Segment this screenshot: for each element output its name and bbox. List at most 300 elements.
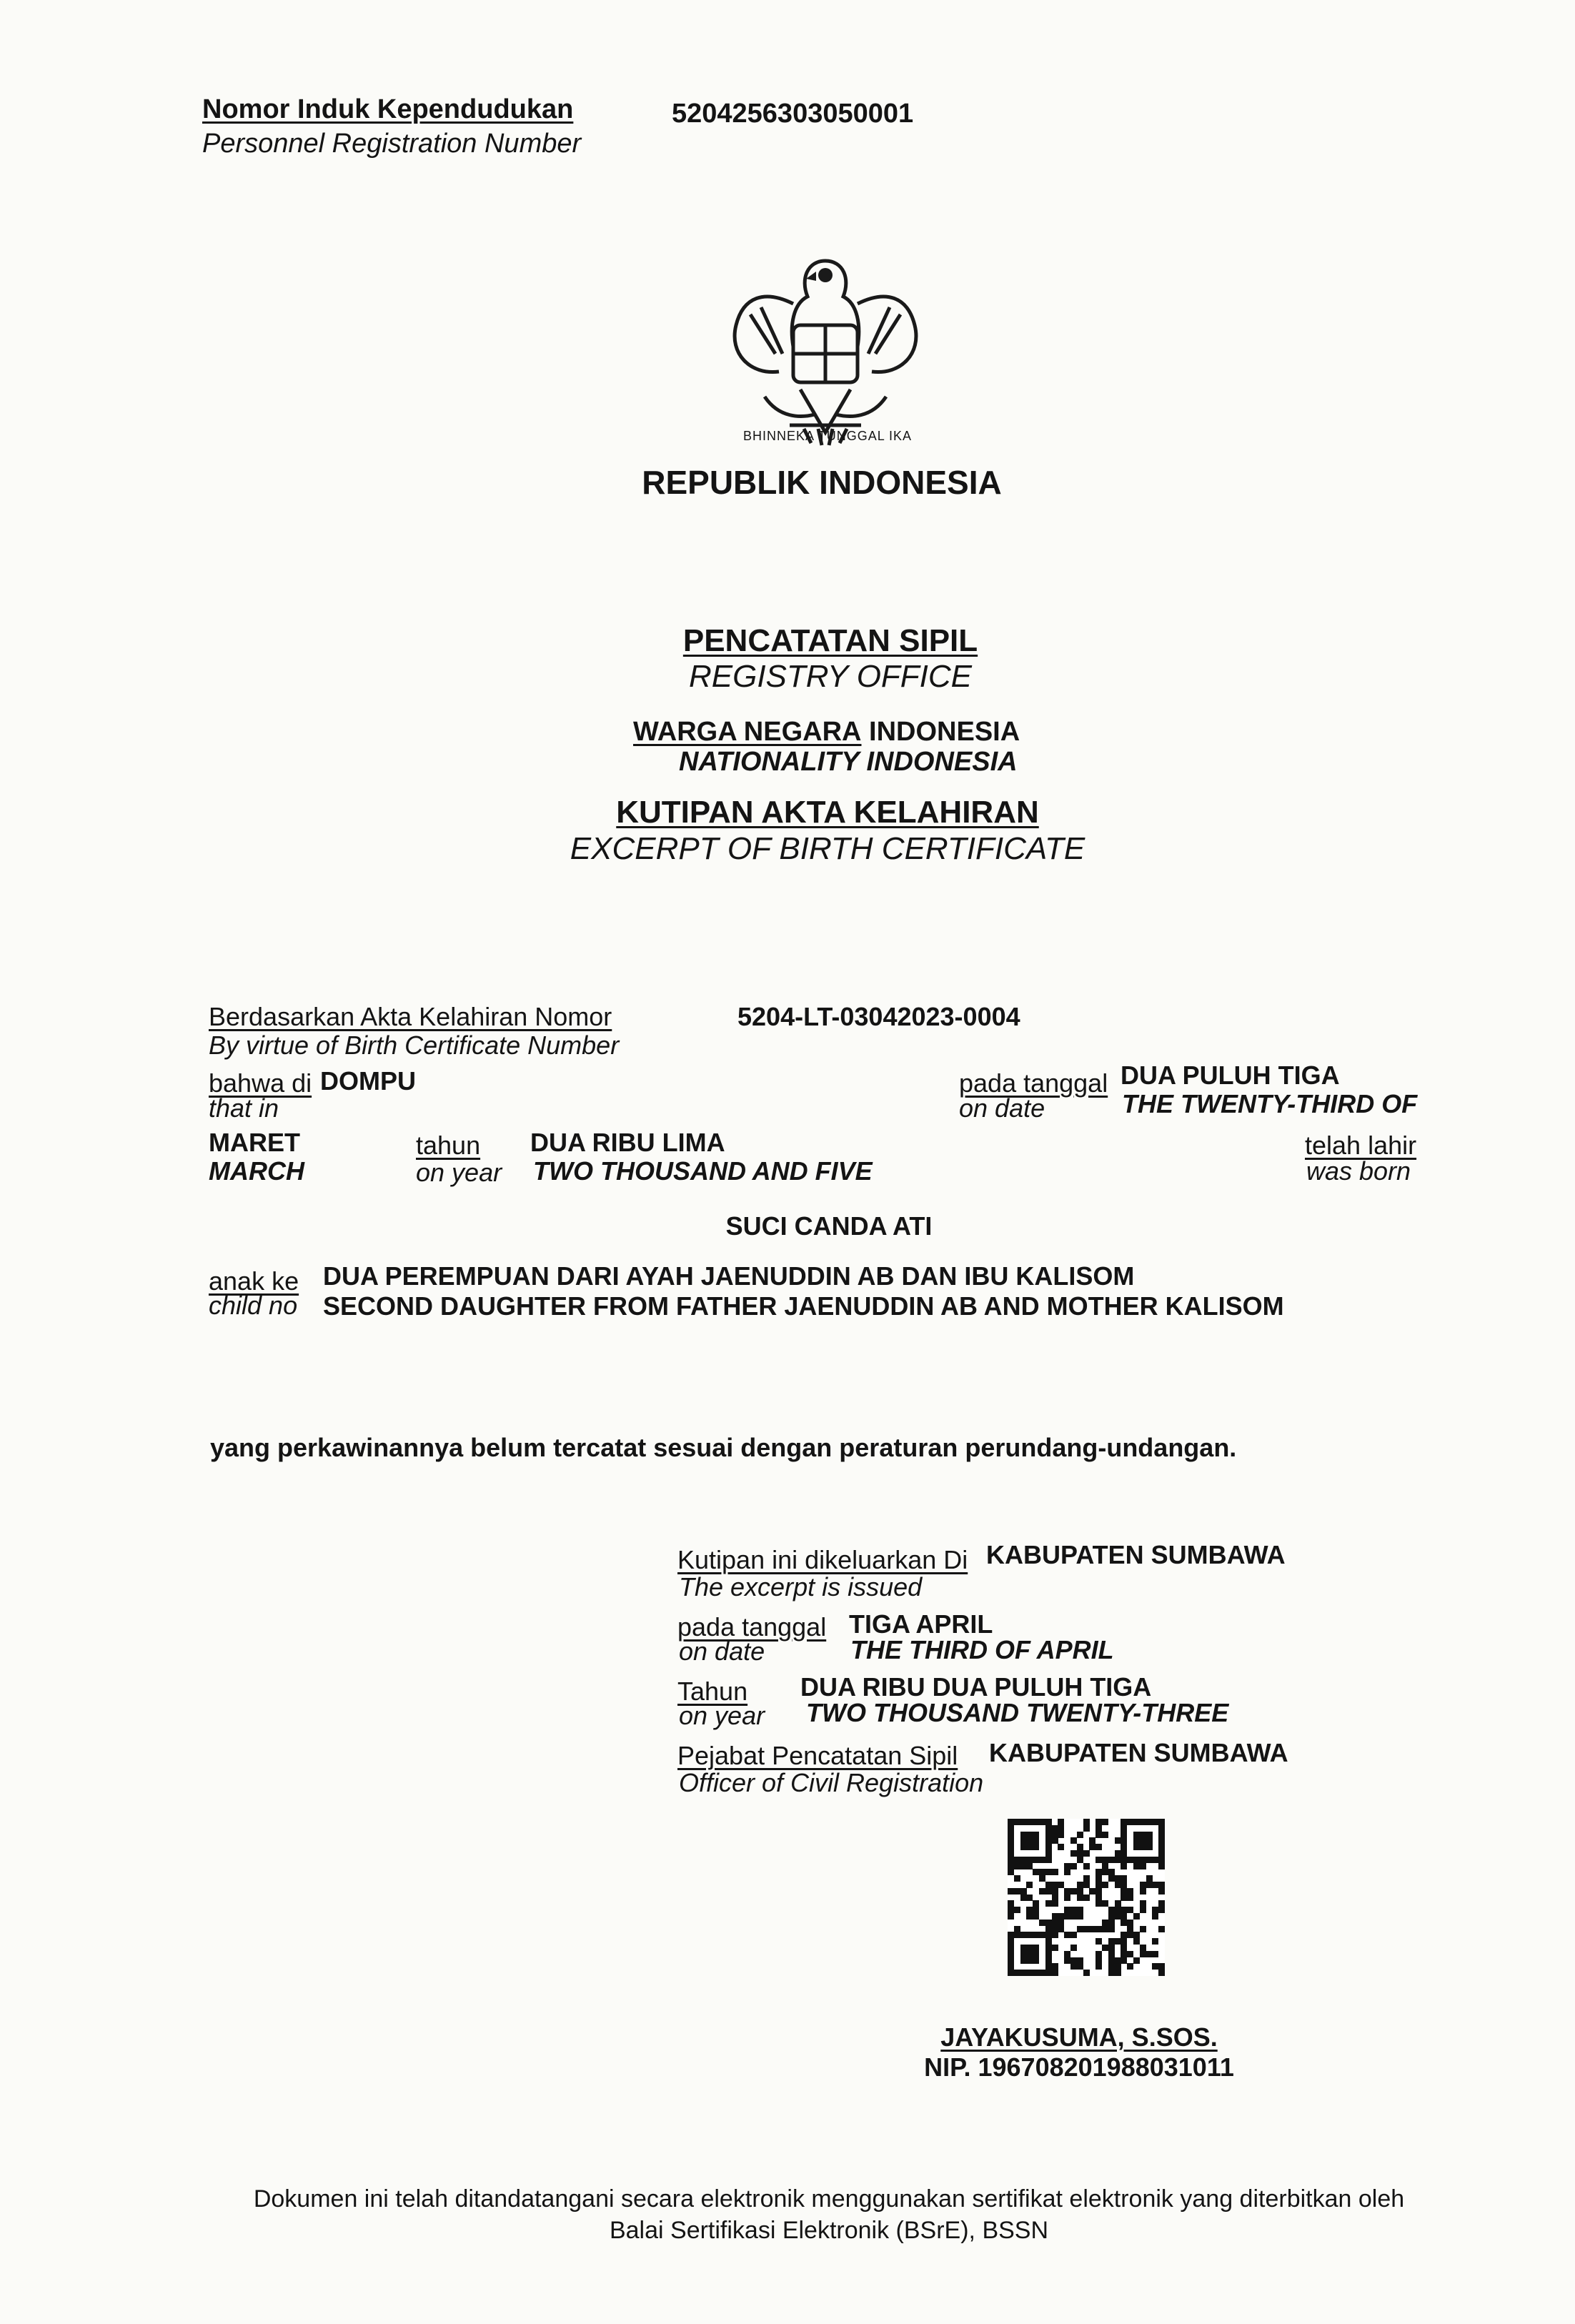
qr-module: [1140, 1900, 1146, 1907]
qr-module: [1089, 1837, 1095, 1844]
qr-module: [1133, 1863, 1140, 1869]
qr-module: [1158, 1882, 1165, 1888]
qr-module: [1039, 1888, 1045, 1895]
birth-place: DOMPU: [320, 1066, 416, 1096]
issued-place: KABUPATEN SUMBAWA: [986, 1540, 1286, 1569]
qr-module: [1083, 1895, 1090, 1901]
qr-module: [1008, 1945, 1014, 1951]
qr-module: [1083, 1882, 1090, 1888]
qr-module: [1077, 1844, 1083, 1850]
issue-year-label: Tahun: [677, 1677, 748, 1706]
qr-module: [1121, 1920, 1127, 1926]
qr-module: [1115, 1850, 1121, 1857]
qr-module: [1127, 1932, 1133, 1938]
qr-module: [1089, 1926, 1095, 1932]
qr-module: [1045, 1970, 1052, 1976]
qr-module: [1008, 1832, 1014, 1838]
qr-module: [1026, 1907, 1033, 1913]
qr-module: [1045, 1857, 1052, 1863]
qr-module: [1026, 1913, 1033, 1920]
qr-module: [1064, 1951, 1070, 1957]
qr-module: [1089, 1888, 1095, 1895]
qr-module: [1133, 1938, 1140, 1945]
qr-module: [1058, 1832, 1064, 1838]
qr-module: [1026, 1895, 1033, 1901]
qr-module: [1152, 1951, 1158, 1957]
qr-module: [1064, 1888, 1070, 1895]
qr-module: [1026, 1957, 1033, 1964]
qr-module: [1095, 1875, 1102, 1882]
qr-module: [1077, 1857, 1083, 1863]
qr-module: [1115, 1963, 1121, 1970]
qr-module: [1033, 1907, 1039, 1913]
qr-module: [1095, 1857, 1102, 1863]
qr-module: [1108, 1970, 1115, 1976]
qr-module: [1077, 1882, 1083, 1888]
qr-module: [1140, 1951, 1146, 1957]
qr-module: [1140, 1857, 1146, 1863]
qr-module: [1108, 1913, 1115, 1920]
qr-module: [1158, 1963, 1165, 1970]
qr-module: [1140, 1926, 1146, 1932]
qr-module: [1095, 1951, 1102, 1957]
qr-module: [1121, 1882, 1127, 1888]
qr-module: [1033, 1832, 1039, 1838]
qr-module: [1108, 1951, 1115, 1957]
qr-module: [1045, 1825, 1052, 1832]
qr-module: [1064, 1907, 1070, 1913]
birth-month-en: MARCH: [209, 1156, 304, 1186]
qr-module: [1095, 1832, 1102, 1838]
qr-module: [1058, 1926, 1064, 1932]
qr-module: [1121, 1932, 1127, 1938]
born-label-en: was born: [1306, 1156, 1411, 1186]
child-no-value-en: SECOND DAUGHTER FROM FATHER JAENUDDIN AB AND MOTHER KALISOM: [323, 1291, 1284, 1321]
qr-module: [1058, 1819, 1064, 1825]
qr-module: [1158, 1900, 1165, 1907]
qr-module: [1127, 1963, 1133, 1970]
footer-line-1: Dokumen ini telah ditandatangani secara elektronik menggunakan sertifikat elektronik yang diterbitkan oleh: [253, 2185, 1405, 2213]
qr-module: [1140, 1888, 1146, 1895]
qr-module: [1083, 1926, 1090, 1932]
qr-module: [1158, 1825, 1165, 1832]
cert-number: 5204-LT-03042023-0004: [737, 1002, 1020, 1031]
qr-module: [1152, 1938, 1158, 1945]
qr-module: [1014, 1888, 1020, 1895]
qr-module: [1045, 1938, 1052, 1945]
qr-module: [1095, 1825, 1102, 1832]
qr-module: [1115, 1913, 1121, 1920]
qr-module: [1108, 1938, 1115, 1945]
qr-module: [1058, 1920, 1064, 1926]
qr-module: [1052, 1900, 1058, 1907]
qr-module: [1008, 1932, 1014, 1938]
qr-module: [1020, 1819, 1027, 1825]
qr-module: [1045, 1920, 1052, 1926]
qr-module: [1146, 1857, 1153, 1863]
qr-module: [1064, 1913, 1070, 1920]
qr-module: [1039, 1920, 1045, 1926]
qr-module: [1102, 1863, 1108, 1869]
qr-module: [1008, 1900, 1014, 1907]
officer-label: Pejabat Pencatatan Sipil: [677, 1741, 958, 1770]
qr-module: [1020, 1932, 1027, 1938]
qr-module: [1033, 1819, 1039, 1825]
qr-module: [1115, 1837, 1121, 1844]
qr-module: [1008, 1938, 1014, 1945]
qr-module: [1052, 1970, 1058, 1976]
qr-module: [1077, 1913, 1083, 1920]
qr-module: [1089, 1844, 1095, 1850]
qr-module: [1095, 1926, 1102, 1932]
qr-module: [1158, 1926, 1165, 1932]
issue-year-value-en: TWO THOUSAND TWENTY-THREE: [806, 1698, 1229, 1727]
qr-module: [1095, 1957, 1102, 1964]
qr-module: [1158, 1907, 1165, 1913]
qr-module: [1077, 1850, 1083, 1857]
qr-module: [1039, 1869, 1045, 1875]
qr-module: [1052, 1895, 1058, 1901]
qr-module: [1083, 1850, 1090, 1857]
qr-module: [1077, 1963, 1083, 1970]
qr-module: [1121, 1913, 1127, 1920]
qr-module: [1095, 1938, 1102, 1945]
qr-module: [1045, 1819, 1052, 1825]
qr-module: [1102, 1882, 1108, 1888]
qr-module: [1095, 1963, 1102, 1970]
marriage-note: yang perkawinannya belum tercatat sesuai dengan peraturan perundang-undangan.: [210, 1433, 1237, 1462]
qr-module: [1158, 1819, 1165, 1825]
qr-module: [1083, 1863, 1090, 1869]
qr-module: [1052, 1913, 1058, 1920]
qr-module: [1020, 1863, 1027, 1869]
qr-module: [1127, 1926, 1133, 1932]
nationality-label: WARGA NEGARA: [633, 717, 862, 747]
qr-module: [1014, 1926, 1020, 1932]
child-no-value: DUA PEREMPUAN DARI AYAH JAENUDDIN AB DAN IBU KALISOM: [323, 1261, 1135, 1291]
qr-module: [1033, 1869, 1039, 1875]
qr-module: [1008, 1907, 1014, 1913]
issue-date-value: TIGA APRIL: [849, 1609, 993, 1639]
qr-module: [1121, 1945, 1127, 1951]
qr-module: [1014, 1863, 1020, 1869]
qr-module: [1008, 1850, 1014, 1857]
issued-label: Kutipan ini dikeluarkan Di: [677, 1545, 968, 1574]
qr-module: [1014, 1819, 1020, 1825]
qr-module: [1052, 1825, 1058, 1832]
qr-module: [1121, 1850, 1127, 1857]
qr-module: [1083, 1875, 1090, 1882]
qr-module: [1102, 1945, 1108, 1951]
qr-module: [1064, 1895, 1070, 1901]
qr-module: [1020, 1957, 1027, 1964]
qr-module: [1052, 1926, 1058, 1932]
qr-module: [1052, 1882, 1058, 1888]
birth-year-en: TWO THOUSAND AND FIVE: [533, 1156, 873, 1186]
office-title: PENCATATAN SIPIL: [682, 623, 978, 658]
qr-module: [1121, 1832, 1127, 1838]
qr-module: [1140, 1863, 1146, 1869]
issue-year-label-en: on year: [679, 1701, 765, 1730]
qr-module: [1140, 1837, 1146, 1844]
qr-module: [1115, 1875, 1121, 1882]
qr-module: [1083, 1970, 1090, 1976]
qr-module: [1108, 1957, 1115, 1964]
qr-module: [1133, 1844, 1140, 1850]
qr-module: [1158, 1863, 1165, 1869]
qr-module: [1045, 1945, 1052, 1951]
qr-module: [1070, 1932, 1077, 1938]
cert-number-label-en: By virtue of Birth Certificate Number: [209, 1031, 620, 1060]
qr-module: [1070, 1907, 1077, 1913]
qr-module: [1095, 1869, 1102, 1875]
footer-line-2: Balai Sertifikasi Elektronik (BSrE), BSSN: [609, 2217, 1049, 2244]
qr-module: [1058, 1825, 1064, 1832]
nationality-line: [633, 717, 1020, 748]
qr-module: [1121, 1938, 1127, 1945]
qr-module: [1064, 1957, 1070, 1964]
qr-module: [1108, 1869, 1115, 1875]
qr-module: [1026, 1970, 1033, 1976]
qr-module: [1045, 1832, 1052, 1838]
qr-module: [1014, 1932, 1020, 1938]
qr-module: [1152, 1907, 1158, 1913]
qr-module: [1045, 1957, 1052, 1964]
birth-day: DUA PULUH TIGA: [1121, 1061, 1340, 1090]
qr-module: [1095, 1819, 1102, 1825]
qr-module: [1115, 1857, 1121, 1863]
qr-module: [1026, 1945, 1033, 1951]
child-no-label: anak ke: [209, 1266, 299, 1296]
qr-module: [1121, 1895, 1127, 1901]
qr-module: [1020, 1895, 1027, 1901]
qr-module: [1070, 1837, 1077, 1844]
qr-module: [1020, 1844, 1027, 1850]
born-label: telah lahir: [1305, 1131, 1417, 1160]
qr-module: [1033, 1945, 1039, 1951]
signatory-name: JAYAKUSUMA, S.SOS.: [940, 2022, 1218, 2052]
qr-module: [1146, 1837, 1153, 1844]
qr-module: [1070, 1863, 1077, 1869]
office-title-en: REGISTRY OFFICE: [688, 659, 973, 694]
qr-module: [1008, 1888, 1014, 1895]
qr-module: [1077, 1832, 1083, 1838]
qr-module: [1008, 1857, 1014, 1863]
qr-module: [1140, 1907, 1146, 1913]
qr-module: [1008, 1913, 1014, 1920]
qr-module: [1102, 1819, 1108, 1825]
emblem-motto: BHINNEKA TUNGGAL IKA: [743, 429, 913, 443]
qr-module: [1146, 1832, 1153, 1838]
issued-label-en: The excerpt is issued: [679, 1572, 923, 1602]
qr-module: [1133, 1857, 1140, 1863]
qr-module: [1077, 1926, 1083, 1932]
qr-module: [1121, 1875, 1127, 1882]
qr-module: [1121, 1951, 1127, 1957]
qr-module: [1127, 1920, 1133, 1926]
qr-module: [1026, 1857, 1033, 1863]
qr-module: [1026, 1832, 1033, 1838]
qr-module: [1127, 1907, 1133, 1913]
qr-module: [1026, 1844, 1033, 1850]
qr-module: [1102, 1857, 1108, 1863]
qr-module: [1020, 1857, 1027, 1863]
qr-module: [1026, 1863, 1033, 1869]
qr-module: [1026, 1932, 1033, 1938]
qr-module: [1077, 1907, 1083, 1913]
qr-module: [1039, 1970, 1045, 1976]
nik-label-en: Personnel Registration Number: [202, 129, 582, 159]
qr-module: [1121, 1844, 1127, 1850]
qr-module: [1033, 1970, 1039, 1976]
qr-module: [1121, 1825, 1127, 1832]
qr-module: [1102, 1832, 1108, 1838]
qr-module: [1095, 1844, 1102, 1850]
qr-module: [1045, 1900, 1052, 1907]
qr-module: [1108, 1857, 1115, 1863]
qr-module: [1133, 1913, 1140, 1920]
qr-module: [1102, 1869, 1108, 1875]
qr-module: [1033, 1932, 1039, 1938]
qr-module: [1121, 1888, 1127, 1895]
qr-module: [1115, 1938, 1121, 1945]
qr-module: [1108, 1945, 1115, 1951]
qr-module: [1095, 1882, 1102, 1888]
qr-module: [1158, 1970, 1165, 1976]
qr-module: [1020, 1945, 1027, 1951]
qr-module: [1033, 1844, 1039, 1850]
officer-label-en: Officer of Civil Registration: [679, 1768, 984, 1797]
qr-module: [1033, 1957, 1039, 1964]
qr-module: [1026, 1837, 1033, 1844]
issue-date-label: pada tanggal: [677, 1612, 827, 1642]
qr-module: [1033, 1837, 1039, 1844]
qr-module: [1045, 1888, 1052, 1895]
issue-date-value-en: THE THIRD OF APRIL: [850, 1635, 1114, 1664]
qr-module: [1045, 1844, 1052, 1850]
qr-module: [1008, 1951, 1014, 1957]
qr-module: [1108, 1926, 1115, 1932]
qr-module: [1152, 1819, 1158, 1825]
qr-module: [1033, 1857, 1039, 1863]
nationality-value: INDONESIA: [869, 717, 1020, 747]
qr-module: [1020, 1888, 1027, 1895]
qr-module: [1008, 1863, 1014, 1869]
year-label-en: on year: [416, 1158, 502, 1187]
qr-module: [1121, 1857, 1127, 1863]
qr-module: [1127, 1895, 1133, 1901]
qr-module: [1052, 1920, 1058, 1926]
child-name: SUCI CANDA ATI: [725, 1211, 933, 1241]
qr-module: [1077, 1957, 1083, 1964]
qr-module: [1052, 1869, 1058, 1875]
qr-module: [1146, 1819, 1153, 1825]
qr-module: [1133, 1832, 1140, 1838]
qr-module: [1140, 1832, 1146, 1838]
qr-module: [1070, 1957, 1077, 1964]
qr-module: [1127, 1819, 1133, 1825]
qr-module: [1108, 1907, 1115, 1913]
document-title: KUTIPAN AKTA KELAHIRAN: [616, 795, 1039, 830]
qr-module: [1008, 1819, 1014, 1825]
qr-module: [1146, 1882, 1153, 1888]
qr-module: [1045, 1882, 1052, 1888]
qr-module: [1121, 1907, 1127, 1913]
qr-module: [1014, 1970, 1020, 1976]
qr-module: [1095, 1895, 1102, 1901]
year-label: tahun: [416, 1131, 481, 1160]
qr-module: [1070, 1888, 1077, 1895]
qr-module: [1014, 1907, 1020, 1913]
qr-module: [1077, 1888, 1083, 1895]
nationality-label-en: NATIONALITY INDONESIA: [679, 747, 1018, 777]
qr-module: [1045, 1869, 1052, 1875]
issue-date-label-en: on date: [679, 1637, 765, 1666]
qr-module: [1077, 1895, 1083, 1901]
qr-module: [1020, 1837, 1027, 1844]
qr-module: [1127, 1951, 1133, 1957]
qr-module: [1083, 1825, 1090, 1832]
qr-module: [1121, 1837, 1127, 1844]
qr-module: [1115, 1970, 1121, 1976]
qr-module: [1058, 1844, 1064, 1850]
document-title-en: EXCERPT OF BIRTH CERTIFICATE: [570, 831, 1085, 866]
qr-module: [1127, 1857, 1133, 1863]
qr-module: [1020, 1832, 1027, 1838]
qr-module: [1121, 1819, 1127, 1825]
qr-module: [1058, 1882, 1064, 1888]
qr-module: [1026, 1819, 1033, 1825]
qr-module: [1045, 1926, 1052, 1932]
signatory-nip: NIP. 196708201988031011: [924, 2052, 1234, 2082]
qr-module: [1045, 1837, 1052, 1844]
qr-module: [1133, 1819, 1140, 1825]
qr-module: [1152, 1857, 1158, 1863]
qr-module: [1146, 1951, 1153, 1957]
qr-module: [1158, 1888, 1165, 1895]
qr-module: [1039, 1932, 1045, 1938]
issue-year-value: DUA RIBU DUA PULUH TIGA: [800, 1672, 1152, 1702]
qr-module: [1033, 1900, 1039, 1907]
qr-module: [1158, 1857, 1165, 1863]
qr-module: [1052, 1832, 1058, 1838]
that-in-label-en: that in: [209, 1093, 279, 1123]
qr-module: [1152, 1913, 1158, 1920]
qr-module: [1121, 1863, 1127, 1869]
qr-module: [1102, 1920, 1108, 1926]
qr-module: [1039, 1875, 1045, 1882]
on-date-label: pada tanggal: [959, 1068, 1108, 1098]
qr-module: [1158, 1850, 1165, 1857]
qr-module: [1140, 1945, 1146, 1951]
qr-module: [1020, 1970, 1027, 1976]
qr-module: [1064, 1869, 1070, 1875]
qr-module: [1008, 1963, 1014, 1970]
qr-module: [1115, 1882, 1121, 1888]
qr-module: [1026, 1882, 1033, 1888]
qr-module: [1133, 1837, 1140, 1844]
birth-day-en: THE TWENTY-THIRD OF: [1122, 1089, 1418, 1118]
qr-module: [1070, 1913, 1077, 1920]
qr-module: [1158, 1844, 1165, 1850]
qr-module: [1033, 1913, 1039, 1920]
qr-module: [1140, 1819, 1146, 1825]
qr-module: [1121, 1957, 1127, 1964]
qr-module: [1052, 1888, 1058, 1895]
qr-module: [1070, 1850, 1077, 1857]
qr-module: [1102, 1900, 1108, 1907]
qr-module: [1083, 1819, 1090, 1825]
